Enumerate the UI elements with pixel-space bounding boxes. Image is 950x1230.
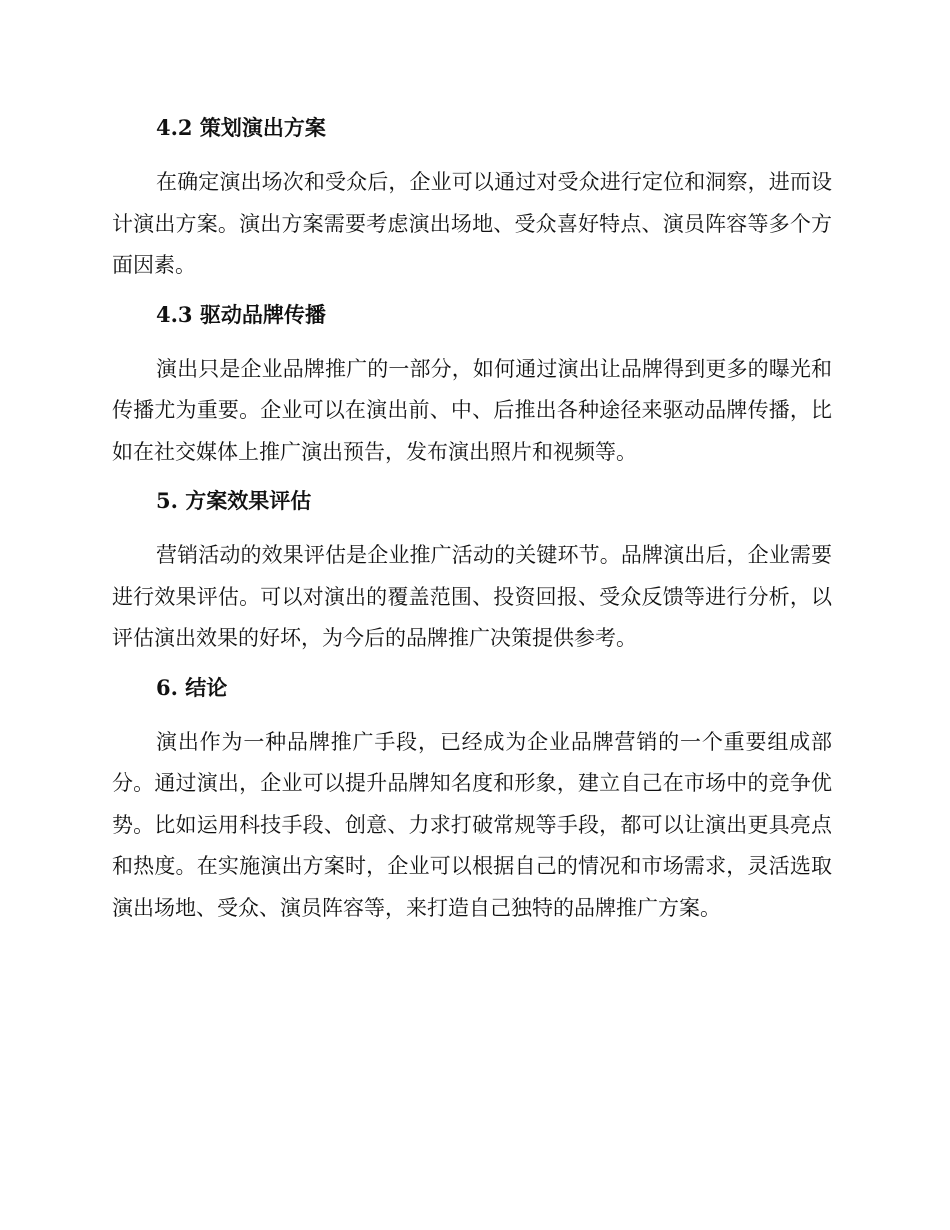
section-heading: 6. 结论 xyxy=(156,674,228,700)
section-4-2 xyxy=(112,108,832,287)
document-body xyxy=(112,108,832,937)
section-heading: 4.2 策划演出方案 xyxy=(156,115,326,140)
section-4-3 xyxy=(112,295,832,474)
section-heading: 4.3 驱动品牌传播 xyxy=(156,301,326,327)
section-paragraph: 营销活动的效果评估是企业推广活动的关键环节。品牌演出后，企业需要进行效果评估。可以对演出的覆盖范围、投资回报、受众反馈等进行分析，以评估演出效果的好坏，为今后的品牌推广决策提供参考。 xyxy=(112,543,832,650)
section-paragraph: 演出只是企业品牌推广的一部分，如何通过演出让品牌得到更多的曝光和传播尤为重要。企业可以在演出前、中、后推出各种途径来驱动品牌传播，比如在社交媒体上推广演出预告，发布演出照片和视频等。 xyxy=(112,356,832,464)
section-paragraph: 演出作为一种品牌推广手段，已经成为企业品牌营销的一个重要组成部分。通过演出，企业可以提升品牌知名度和形象，建立自己在市场中的竞争优势。比如运用科技手段、创意、力求打破常规等手段，都可以让演出更具亮点和热度。在实施演出方案时，企业可以根据自己的情况和市场需求，灵活选取演出场地、受众、演员阵容等，来打造自己独特的品牌推广方案。 xyxy=(112,729,832,920)
section-heading: 5. 方案效果评估 xyxy=(156,488,312,513)
section-5 xyxy=(112,481,832,660)
section-6 xyxy=(112,668,832,930)
section-paragraph: 在确定演出场次和受众后，企业可以通过对受众进行定位和洞察，进而设计演出方案。演出方案需要考虑演出场地、受众喜好特点、演员阵容等多个方面因素。 xyxy=(112,170,832,277)
